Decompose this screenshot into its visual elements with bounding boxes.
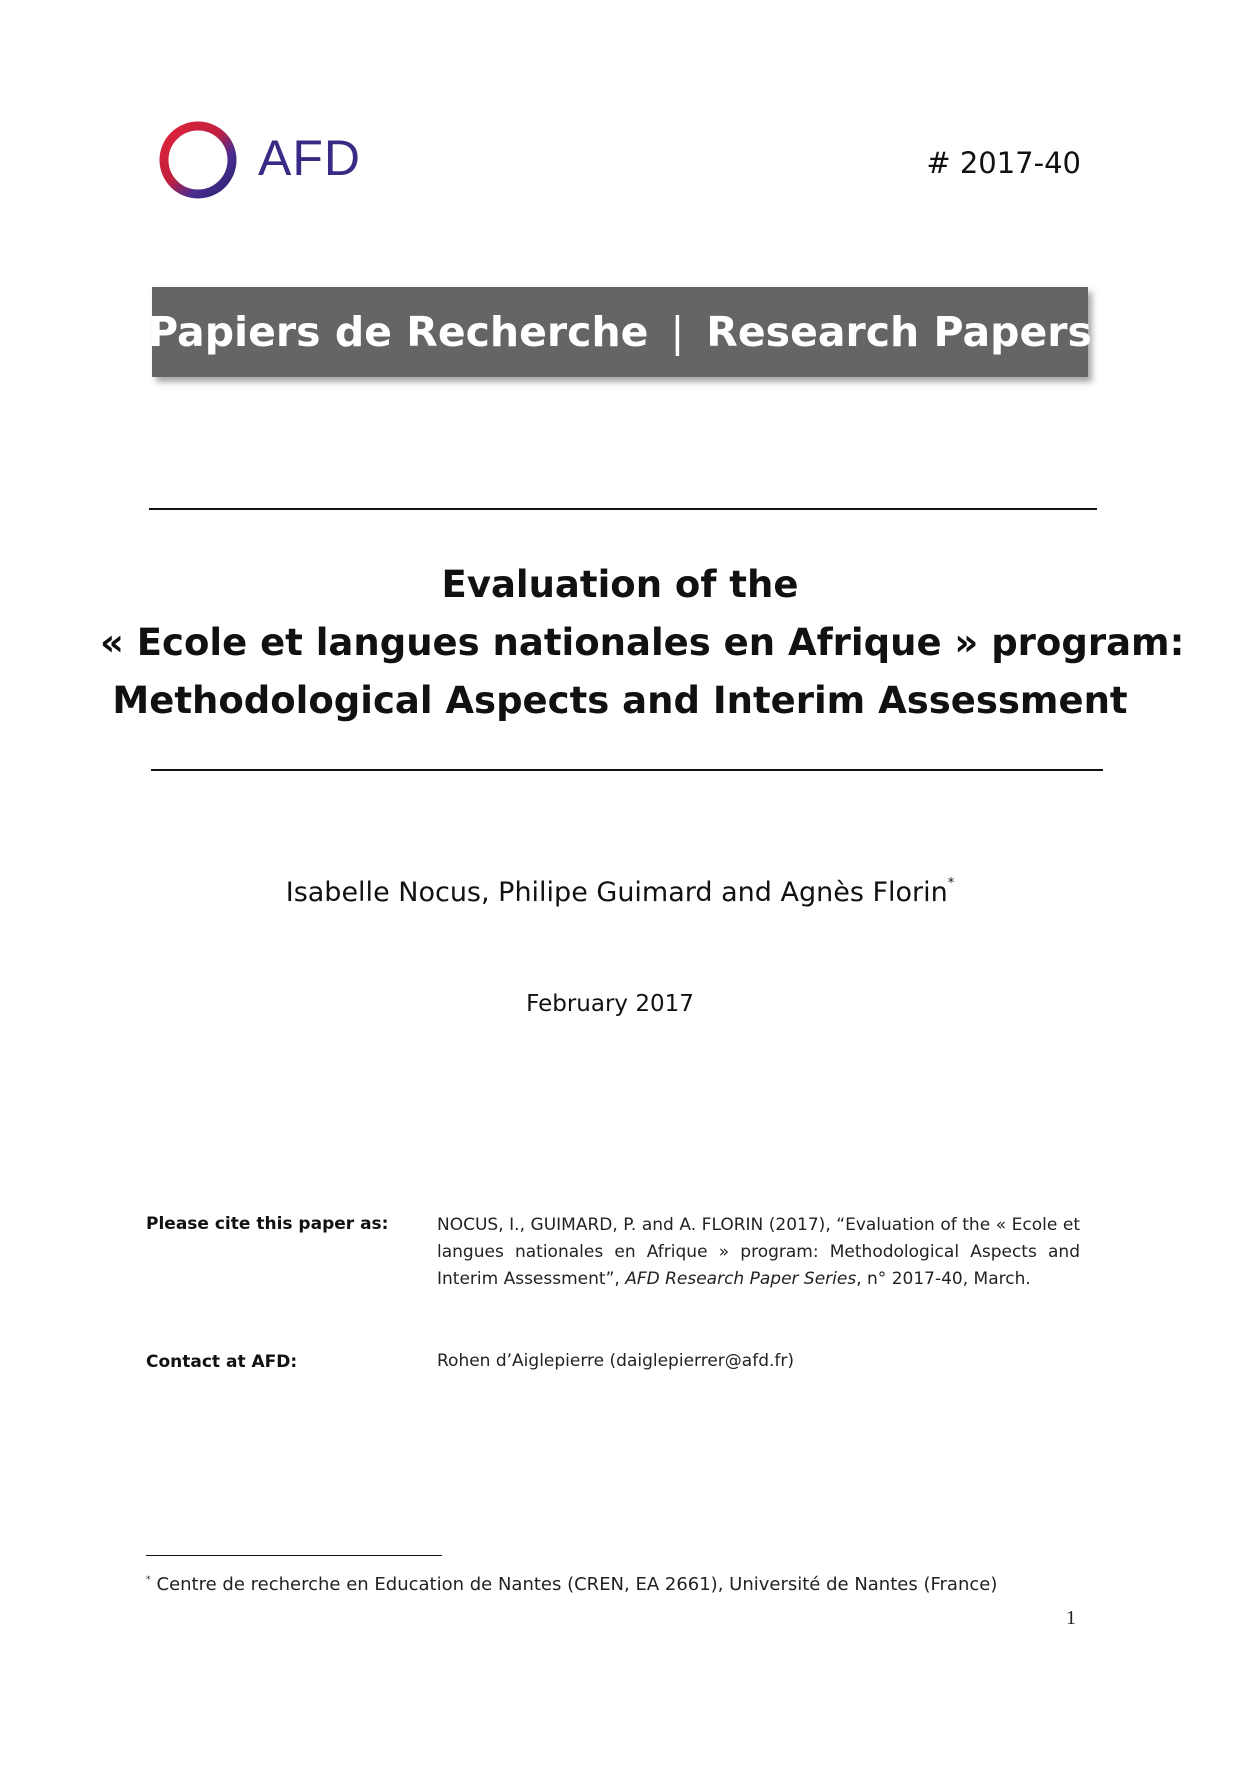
footnote-rule <box>146 1555 442 1556</box>
afd-logo-ring <box>156 118 240 202</box>
citation-text-end: , n° 2017-40, March. <box>856 1269 1031 1289</box>
footnote <box>146 1574 997 1595</box>
afd-logo-text: AFD <box>258 130 361 186</box>
paper-number: # 2017-40 <box>926 146 1081 180</box>
citation-series-name: AFD Research Paper Series <box>625 1269 857 1289</box>
title-line-3: Methodological Aspects and Interim Assessment <box>112 679 1128 722</box>
banner-separator: | <box>670 308 685 356</box>
title-rule-top <box>149 508 1097 510</box>
title-line-1: Evaluation of the <box>441 563 799 606</box>
citation-text-main: NOCUS, I., GUIMARD, P. and A. FLORIN (2017), “Evaluation of the « Ecole et langues nationales en Afrique » program: Methodological Aspects and Interim Assessment”, <box>437 1215 1080 1289</box>
footnote-text: Centre de recherche en Education de Nantes (CREN, EA 2661), Université de Nantes (France) <box>156 1574 998 1595</box>
banner-english-title: Research Papers <box>706 308 1092 356</box>
title-line-2: « Ecole et langues nationales en Afrique » program: <box>100 621 1185 664</box>
series-banner <box>148 287 1092 377</box>
author-list <box>150 876 1090 908</box>
title-rule-bottom <box>151 769 1103 771</box>
publication-date: February 2017 <box>526 991 694 1017</box>
author-names: Isabelle Nocus, Philipe Guimard and Agnès Florin <box>285 877 948 908</box>
banner-french-title: Papiers de Recherche <box>148 308 649 356</box>
contact-value: Rohen d’Aiglepierre (daiglepierrer@afd.fr) <box>437 1351 794 1371</box>
footnote-mark: * <box>146 1575 151 1585</box>
author-footnote-mark: * <box>947 876 955 891</box>
page-number: 1 <box>1066 1607 1076 1629</box>
contact-label: Contact at AFD: <box>146 1352 298 1372</box>
citation-text <box>437 1212 1080 1293</box>
paper-title <box>100 556 1185 730</box>
citation-label: Please cite this paper as: <box>146 1214 389 1234</box>
